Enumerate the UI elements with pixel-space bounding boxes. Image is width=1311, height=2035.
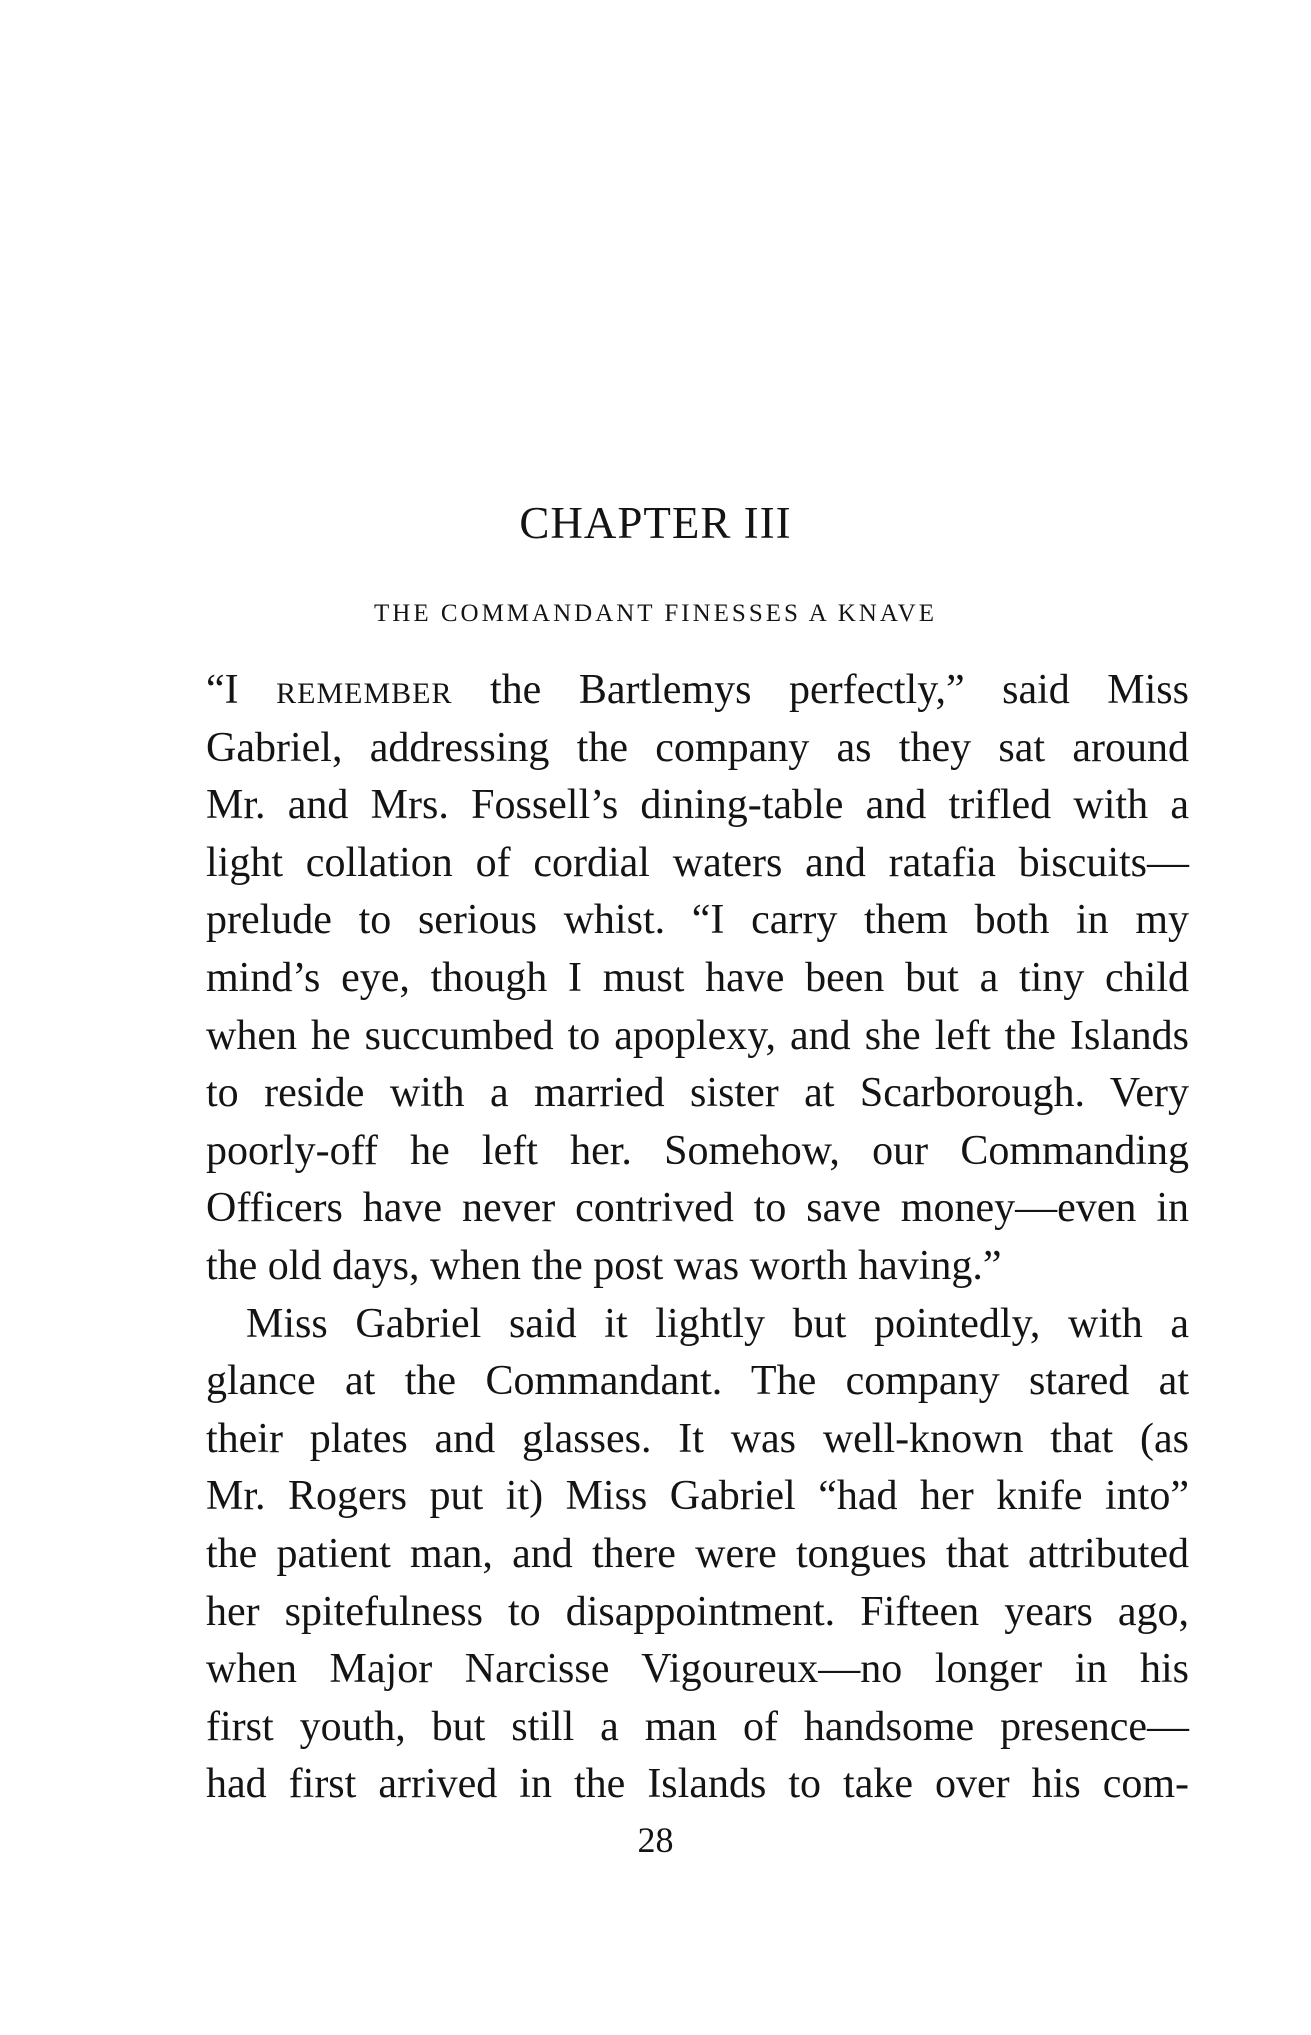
text-line: to reside with a married sister at Scarborough. Very <box>206 1070 1189 1117</box>
text-line: Mr. Rogers put it) Miss Gabriel “had her knife into” <box>206 1473 1189 1520</box>
text-line: their plates and glasses. It was well-known that (as <box>206 1415 1189 1462</box>
text-line: poorly-off he left her. Somehow, our Commanding <box>206 1127 1189 1174</box>
text-line <box>206 662 1189 720</box>
text-line: prelude to serious whist. “I carry them both in my <box>206 897 1189 944</box>
chapter-subtitle: THE COMMANDANT FINESSES A KNAVE <box>374 600 937 627</box>
text-line: had first arrived in the Islands to take over his com- <box>206 1761 1189 1808</box>
first-line-rest: the Bartlemys perfectly,” said Miss <box>452 667 1189 713</box>
text-line: light collation of cordial waters and ratafia biscuits— <box>206 839 1189 886</box>
smallcaps-word: REMEMBER <box>276 677 453 710</box>
paragraph-2 <box>206 1296 1189 1814</box>
text-line: when Major Narcisse Vigoureux—no longer in his <box>206 1646 1189 1693</box>
text-line: glance at the Commandant. The company stared at <box>206 1358 1189 1405</box>
text-line: first youth, but still a man of handsome presence— <box>206 1703 1189 1750</box>
text-line: Gabriel, addressing the company as they sat around <box>206 724 1189 771</box>
text-line: mind’s eye, though I must have been but a tiny child <box>206 954 1189 1001</box>
text-line: her spitefulness to disappointment. Fifteen years ago, <box>206 1588 1189 1635</box>
text-line: Mr. and Mrs. Fossell’s dining-table and trifled with a <box>206 782 1189 829</box>
body-text <box>206 662 1189 1814</box>
text-line-last: the old days, when the post was worth having.” <box>206 1242 1002 1289</box>
page-number: 28 <box>637 1820 674 1860</box>
text-line: the patient man, and there were tongues that attributed <box>206 1530 1189 1577</box>
opening-quote: “I <box>206 667 277 713</box>
text-line: Officers have never contrived to save money—even in <box>206 1185 1189 1232</box>
chapter-title: CHAPTER III <box>519 498 792 548</box>
text-line: when he succumbed to apoplexy, and she left the Islands <box>206 1012 1189 1059</box>
paragraph-1 <box>206 662 1189 1296</box>
text-line: Miss Gabriel said it lightly but pointedly, with a <box>246 1300 1189 1347</box>
